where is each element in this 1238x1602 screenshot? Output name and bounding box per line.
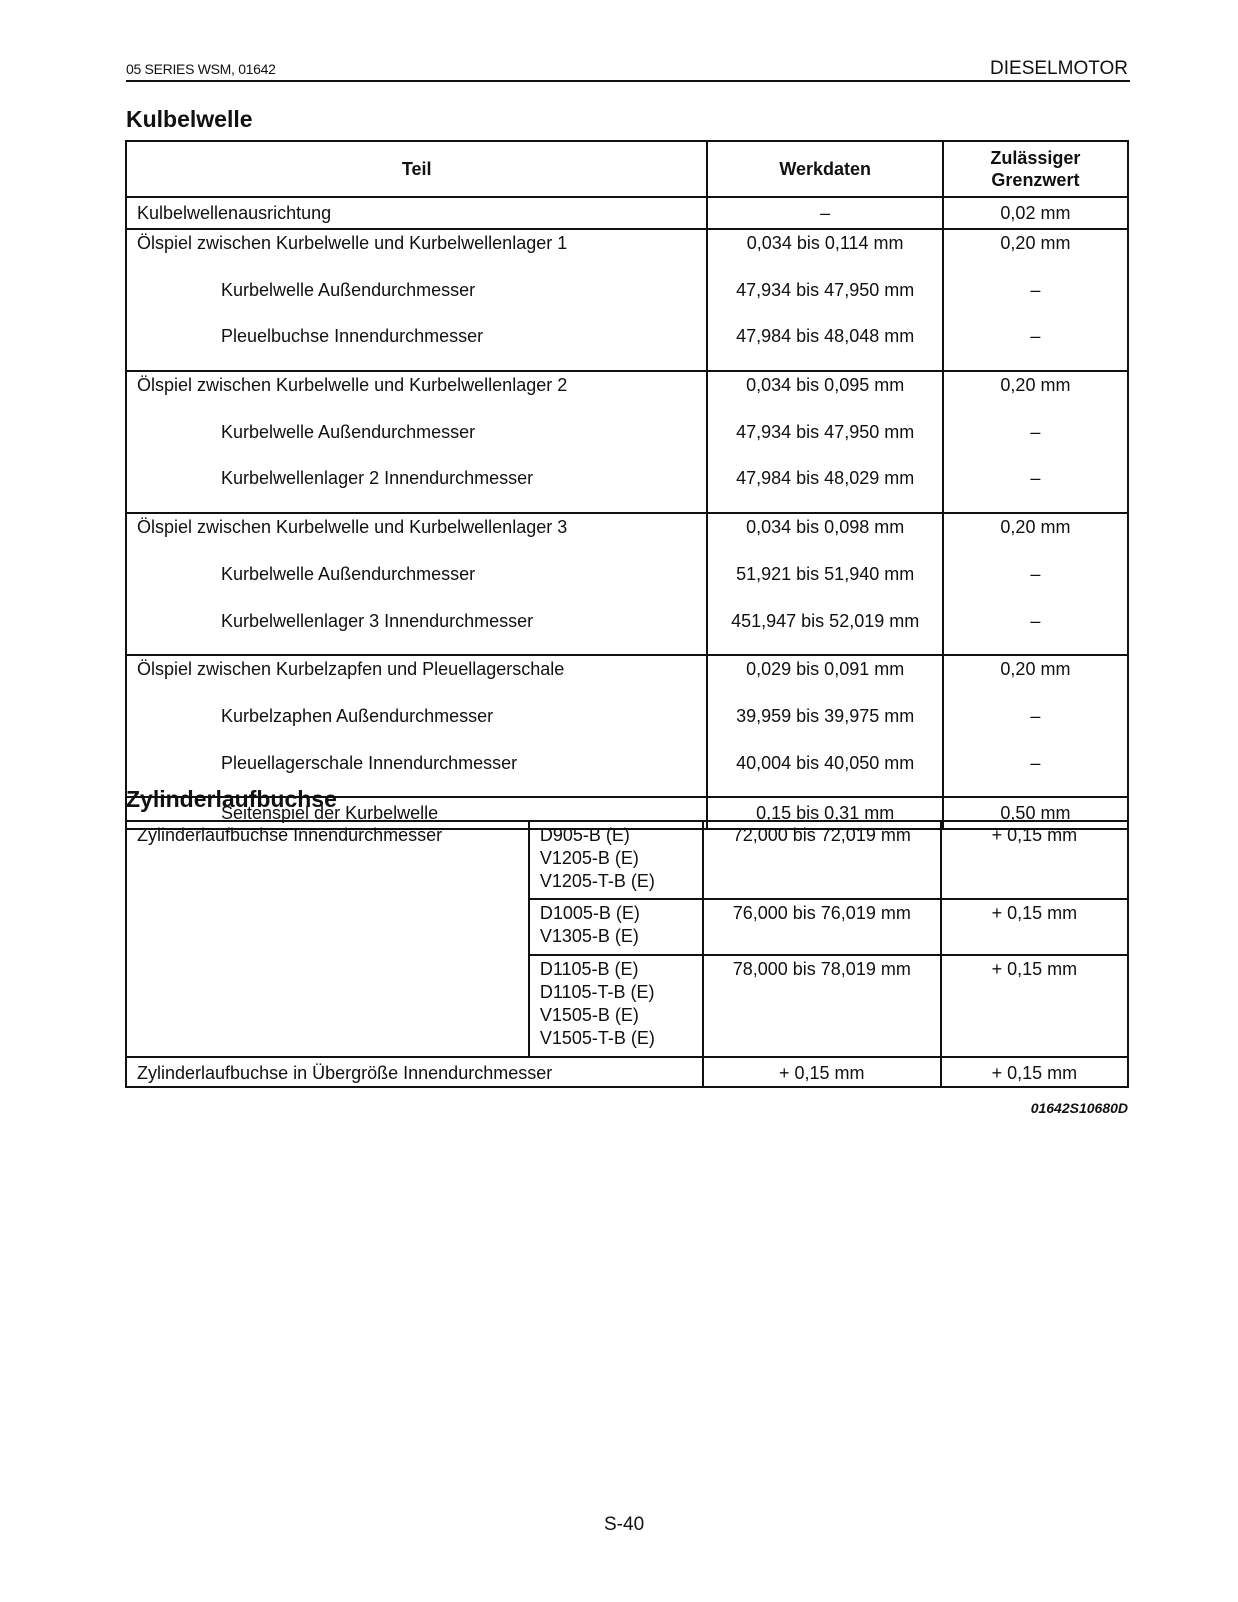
cylinder-liner-table (125, 820, 1129, 1088)
cell-limit: + 0,15 mm (941, 821, 1128, 899)
col-header-limit-line2: Grenzwert (991, 170, 1080, 190)
row-limit: 0,20 mm (1000, 517, 1071, 538)
row-title: Ölspiel zwischen Kurbelwelle und Kurbelwellenlager 3 (137, 517, 568, 538)
table-header-row (126, 141, 1128, 197)
sub-row-part: Pleuelbuchse Innendurchmesser (221, 326, 484, 347)
sub-row-value: 451,947 bis 52,019 mm (731, 610, 920, 631)
sub-row-limit: – (1030, 326, 1041, 347)
sub-row-value: 47,984 bis 48,029 mm (736, 468, 915, 489)
sub-row-value: 40,004 bis 40,050 mm (736, 752, 915, 773)
cell-limit: 0,50 mm (943, 797, 1128, 829)
sub-row-part: Kurbelwelle Außendurchmesser (221, 421, 476, 442)
model-name: V1205-B (E) (539, 848, 639, 868)
cell-limit: + 0,15 mm (941, 955, 1128, 1057)
sub-row-part: Pleuellagerschale Innendurchmesser (221, 752, 518, 773)
cell-part (126, 229, 707, 371)
col-header-factory: Werkdaten (707, 141, 942, 197)
row-value: 0,034 bis 0,095 mm (746, 375, 905, 396)
document-code: 01642S10680D (1030, 1100, 1128, 1116)
row-limit: 0,20 mm (1000, 375, 1071, 396)
cell-models (529, 821, 703, 899)
sub-row-limit: – (1030, 279, 1041, 300)
cell-limit: + 0,15 mm (941, 1057, 1128, 1087)
cell-factory (707, 371, 942, 513)
cell-limit (943, 229, 1128, 371)
model-name: V1505-T-B (E) (539, 1028, 655, 1048)
cell-factory: 78,000 bis 78,019 mm (703, 955, 941, 1057)
cell-limit: 0,02 mm (943, 197, 1128, 229)
sub-row-part: Kurbelwelle Außendurchmesser (221, 279, 476, 300)
header-rule (126, 80, 1130, 82)
row-limit: 0,20 mm (1000, 233, 1071, 253)
table-row (126, 655, 1128, 797)
sub-row-part: Kurbelwellenlager 2 Innendurchmesser (221, 468, 534, 489)
cell-part: Zylinderlaufbuchse in Übergröße Innendurchmesser (126, 1057, 703, 1087)
cell-factory (707, 229, 942, 371)
cell-part: Seitenspiel der Kurbelwelle (126, 797, 707, 829)
cell-part: Zylinderlaufbuchse Innendurchmesser (126, 821, 529, 1057)
sub-row-value: 51,921 bis 51,940 mm (736, 563, 915, 584)
col-header-limit-line1: Zulässiger (990, 148, 1081, 168)
crankshaft-table (125, 140, 1129, 830)
cell-part: Kulbelwellenausrichtung (126, 197, 707, 229)
model-name: D1105-T-B (E) (539, 982, 655, 1002)
sub-row-limit: – (1030, 563, 1041, 584)
cell-factory: 72,000 bis 72,019 mm (703, 821, 941, 899)
col-header-part: Teil (126, 141, 707, 197)
cell-models (529, 899, 703, 955)
row-title: Ölspiel zwischen Kurbelwelle und Kurbelwellenlager 2 (137, 375, 568, 396)
header-series: 05 SERIES WSM, 01642 (126, 61, 276, 77)
sub-row-part: Kurbelzaphen Außendurchmesser (221, 705, 494, 726)
model-name: V1305-B (E) (539, 926, 639, 946)
sub-row-part: Kurbelwellenlager 3 Innendurchmesser (221, 610, 534, 631)
sub-row-limit: – (1030, 705, 1041, 726)
model-name: V1205-T-B (E) (539, 871, 655, 891)
model-name: D1005-B (E) (539, 903, 640, 923)
cell-factory: 76,000 bis 76,019 mm (703, 899, 941, 955)
cell-models (529, 955, 703, 1057)
row-title: Ölspiel zwischen Kurbelzapfen und Pleuellagerschale (137, 659, 565, 680)
row-title: Ölspiel zwischen Kurbelwelle und Kurbelwellenlager 1 (137, 233, 568, 253)
cell-limit (943, 655, 1128, 797)
sub-row-part: Kurbelwelle Außendurchmesser (221, 563, 476, 584)
sub-row-value: 39,959 bis 39,975 mm (736, 705, 915, 726)
table-row (126, 513, 1128, 655)
sub-row-value: 47,934 bis 47,950 mm (736, 421, 915, 442)
table-row (126, 197, 1128, 229)
section-title-crankshaft: Kulbelwelle (126, 106, 253, 132)
row-value: 0,034 bis 0,098 mm (746, 517, 905, 538)
model-name: V1505-B (E) (539, 1005, 639, 1025)
section-title-cylinder-liner: Zylinderlaufbuchse (126, 786, 337, 812)
row-limit: 0,20 mm (1000, 659, 1071, 680)
cell-limit (943, 513, 1128, 655)
sub-row-limit: – (1030, 468, 1041, 489)
cell-factory (707, 513, 942, 655)
cell-part (126, 371, 707, 513)
cell-limit (943, 371, 1128, 513)
row-value: 0,034 bis 0,114 mm (746, 233, 904, 253)
sub-row-limit: – (1030, 421, 1041, 442)
header-chapter: DIESELMOTOR (990, 58, 1128, 79)
table-row (126, 1057, 1128, 1087)
sub-row-value: 47,934 bis 47,950 mm (736, 279, 915, 300)
cell-part (126, 655, 707, 797)
cell-factory: + 0,15 mm (703, 1057, 941, 1087)
sub-row-limit: – (1030, 610, 1041, 631)
cell-factory: – (707, 197, 942, 229)
sub-row-limit: – (1030, 752, 1041, 773)
row-value: 0,029 bis 0,091 mm (746, 659, 905, 680)
table-row (126, 821, 1128, 899)
cell-factory (707, 655, 942, 797)
cell-part (126, 513, 707, 655)
sub-row-value: 47,984 bis 48,048 mm (736, 326, 915, 347)
model-name: D1105-B (E) (539, 959, 639, 979)
table-row (126, 371, 1128, 513)
table-row (126, 229, 1128, 371)
cell-factory: 0,15 bis 0,31 mm (707, 797, 942, 829)
model-name: D905-B (E) (539, 825, 630, 845)
page-number: S-40 (604, 1514, 645, 1535)
cell-limit: + 0,15 mm (941, 899, 1128, 955)
col-header-limit (943, 141, 1128, 197)
